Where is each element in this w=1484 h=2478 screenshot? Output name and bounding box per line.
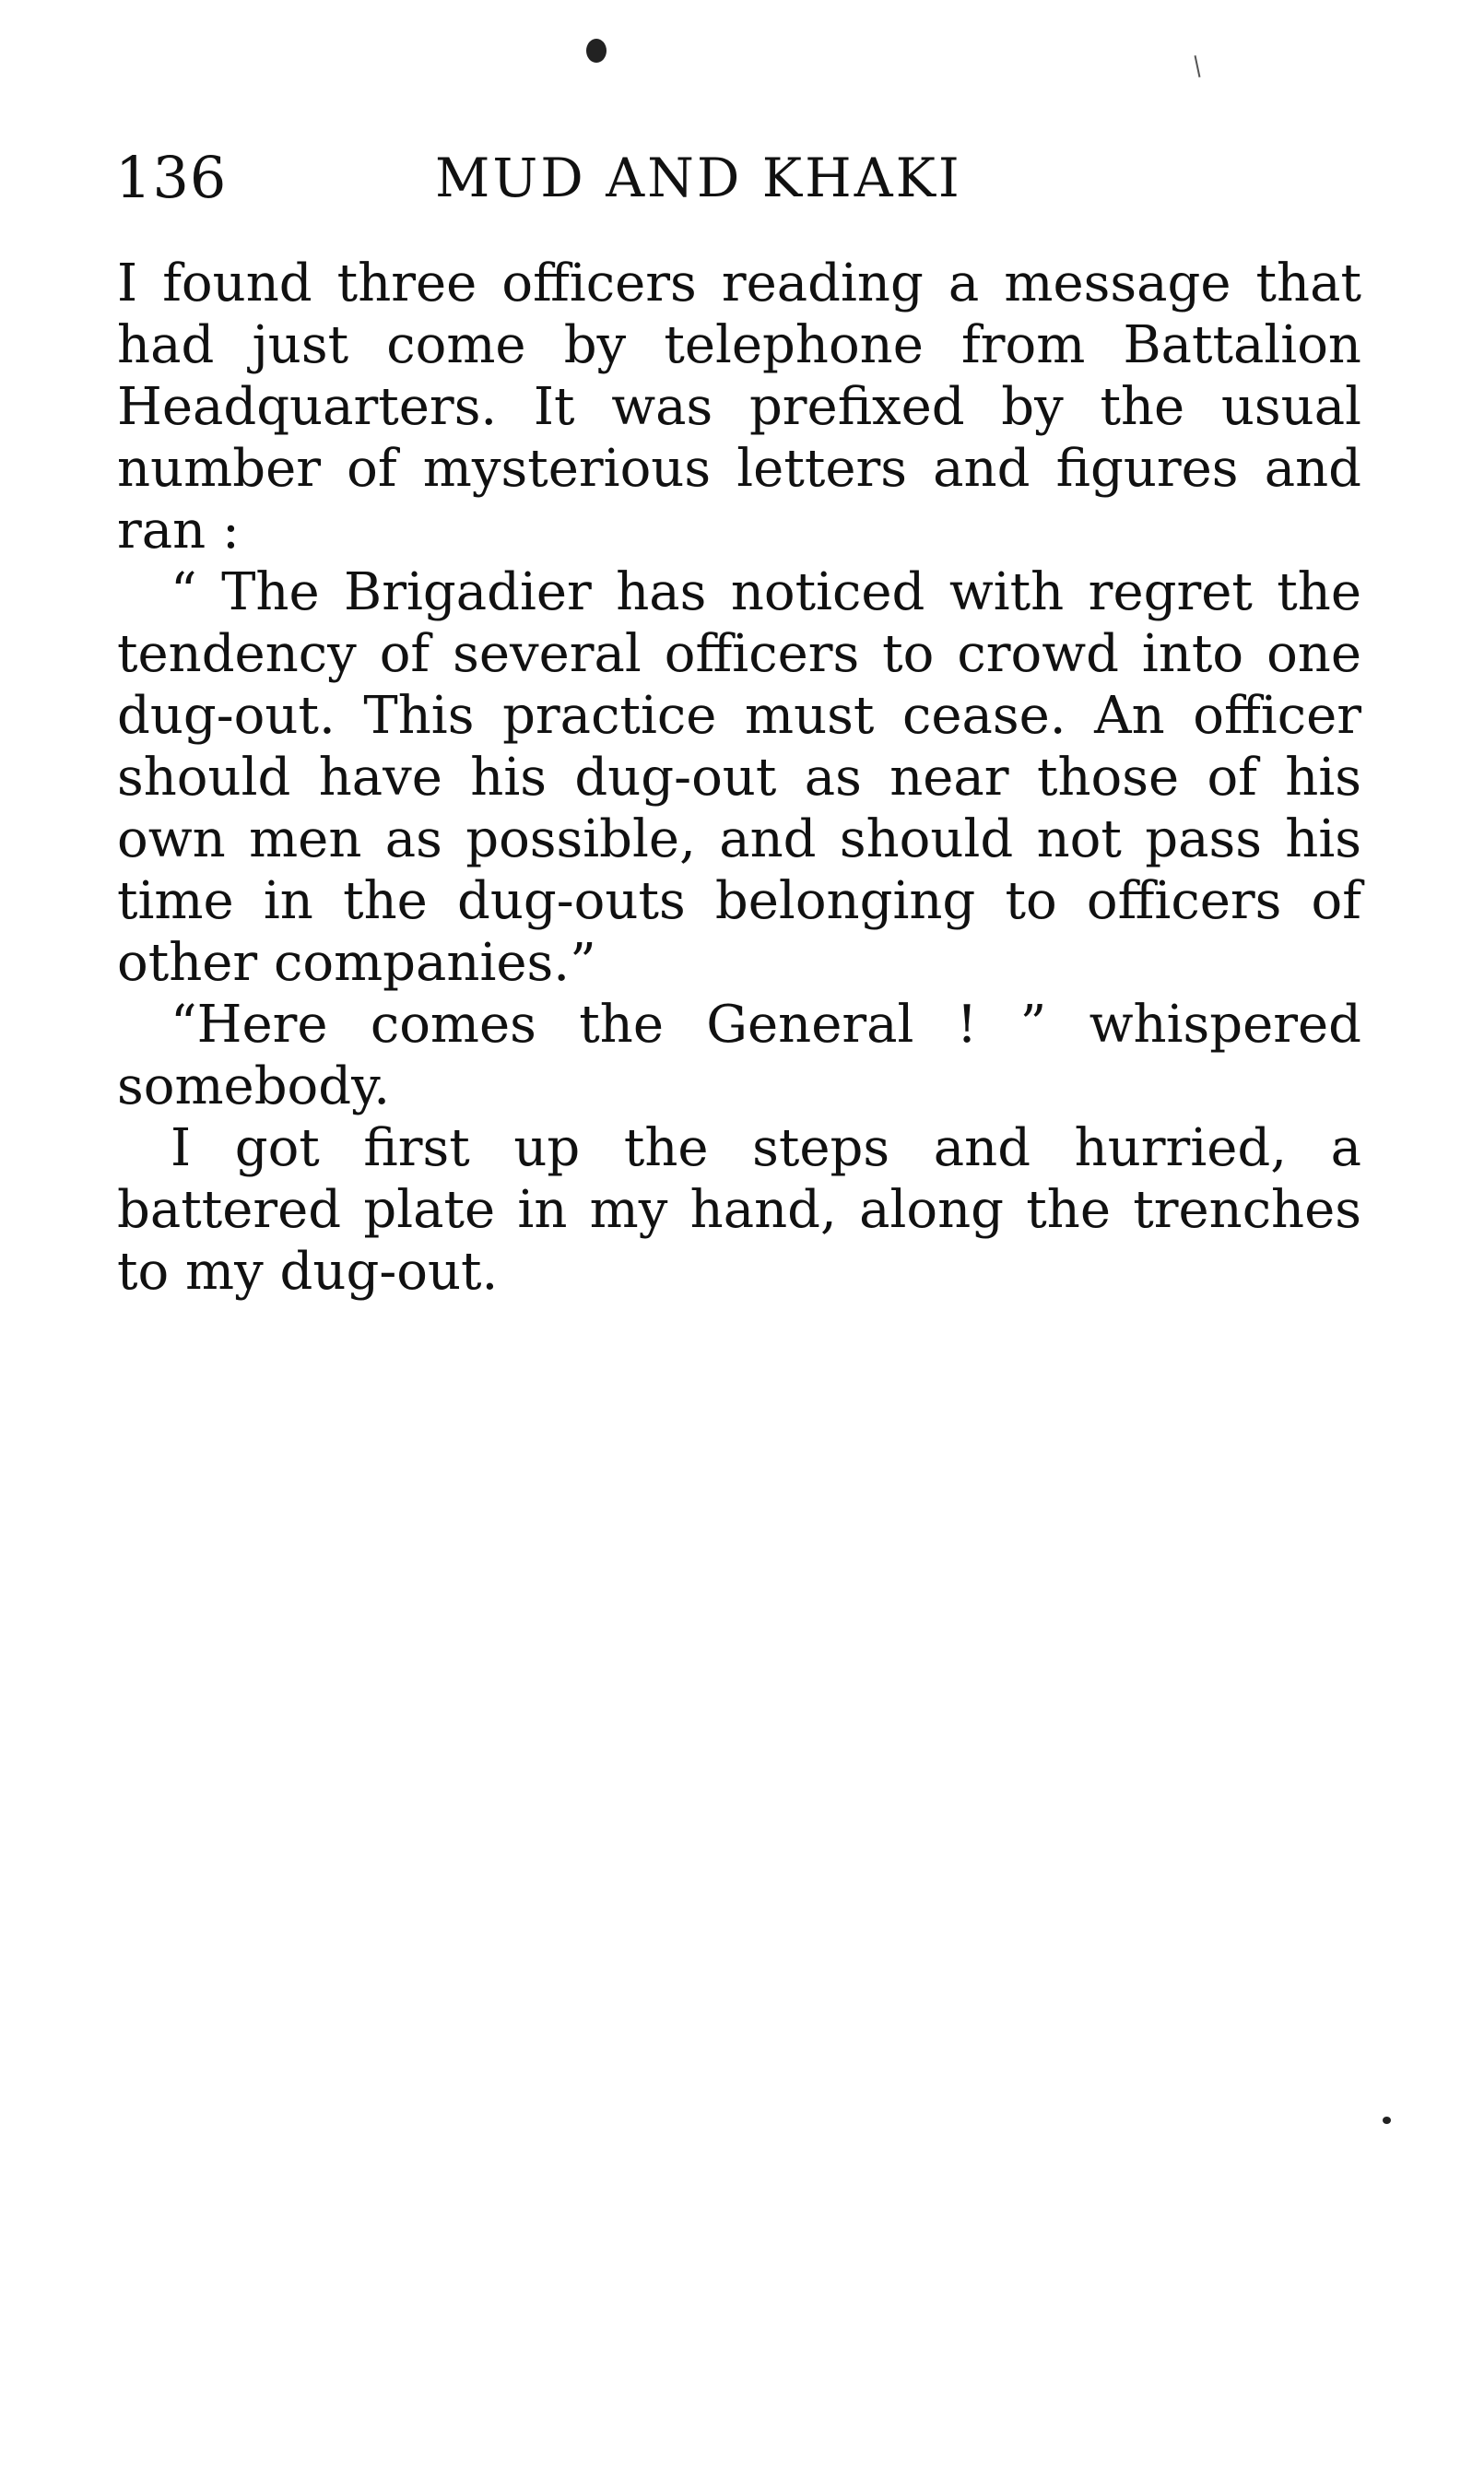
ink-speck-bottom-right	[1383, 2117, 1391, 2124]
running-head	[115, 136, 1364, 219]
paragraph-2: “ The Brigadier has noticed with regret the tendency of several officers to crowd into one dug-out. This practice must cease. An officer should have his dug-out as near those of his own men as possible, and should not pass his time in the dug-outs belonging to officers of other companies.”	[117, 562, 1361, 993]
ink-speck-top	[586, 39, 607, 63]
page-number: 136	[115, 144, 228, 211]
paragraph-3: “Here comes the General ! ” whispered somebody.	[117, 995, 1361, 1116]
body-text	[117, 253, 1361, 1303]
ink-mark-top-right	[1195, 55, 1201, 77]
book-title: MUD AND KHAKI	[435, 147, 962, 209]
paragraph-4: I got first up the steps and hurried, a battered plate in my hand, along the trenches to my dug-out.	[117, 1118, 1361, 1302]
paragraph-1: I found three officers reading a message that had just come by telephone from Battalion Headquarters. It was prefixed by the usual number of mysterious letters and figures and ran :	[117, 254, 1361, 560]
